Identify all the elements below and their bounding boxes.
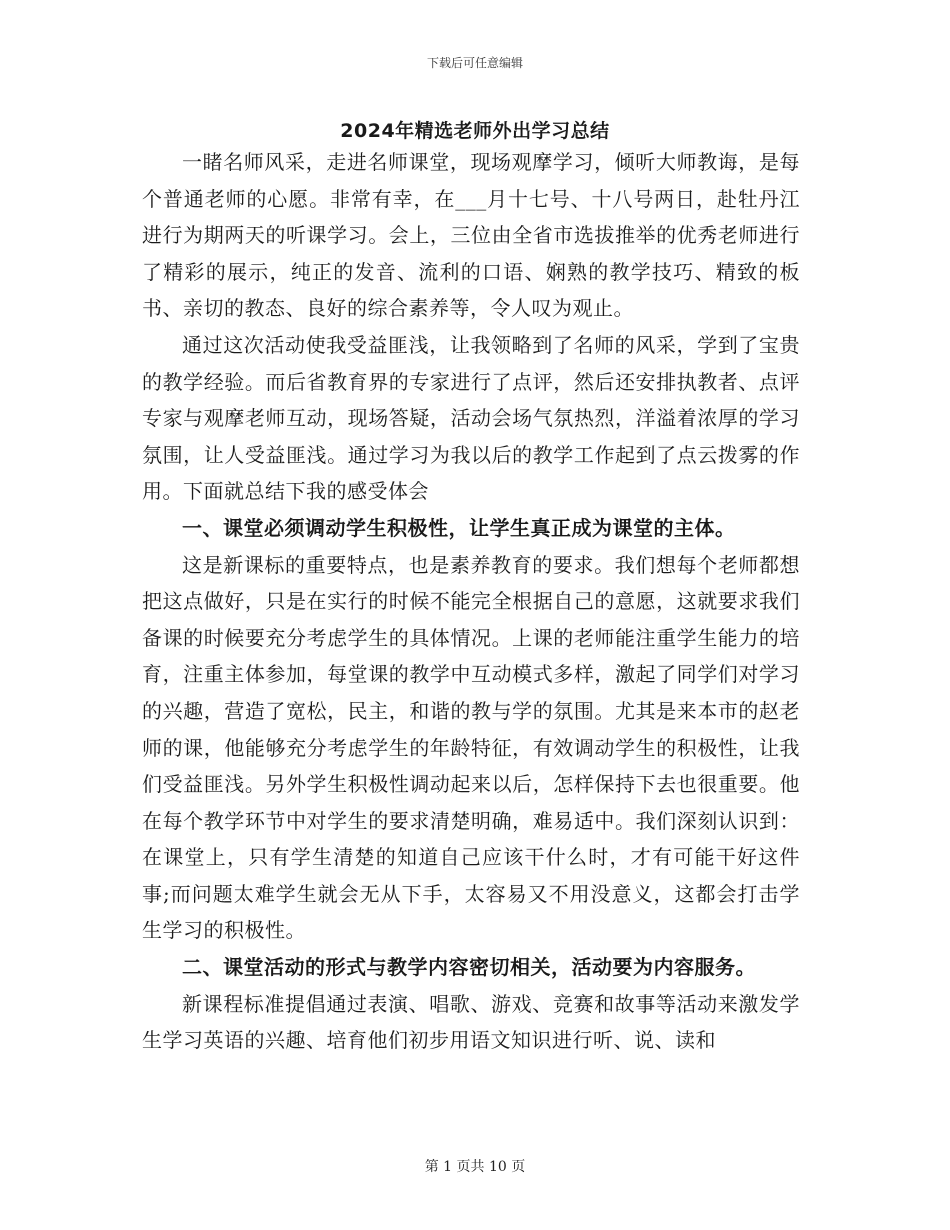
document-title: 2024年精选老师外出学习总结 [340, 120, 610, 142]
paragraph-section-1: 这是新课标的重要特点，也是素养教育的要求。我们想每个老师都想把这点做好，只是在实行的时候不能完全根据自己的意愿，这就要求我们备课的时候要充分考虑学生的具体情况。上课的老师能注重学生能力的培育，注重主体参加，每堂课的教学中互动模式多样，激起了同学们对学习的兴趣，营造了宽松，民主，和谐的教与学的氛围。尤其是来本市的赵老师的课，他能够充分考虑学生的年龄特征，有效调动学生的积极性，让我们受益匪浅。另外学生积极性调动起来以后，怎样保持下去也很重要。他在每个教学环节中对学生的要求清楚明确，难易适中。我们深刻认识到：在课堂上，只有学生清楚的知道自己应该干什么时，才有可能干好这件事;而问题太难学生就会无从下手，太容易又不用没意义，这都会打击学生学习的积极性。 [142, 552, 800, 943]
download-note: 下载后可任意编辑 [426, 56, 523, 70]
section-heading-2: 二、课堂活动的形式与教学内容密切相关，活动要为内容服务。 [182, 955, 756, 980]
document-body [142, 144, 800, 1059]
paragraph-section-2: 新课程标准提倡通过表演、唱歌、游戏、竞赛和故事等活动来激发学生学习英语的兴趣、培育他们初步用语文知识进行听、说、读和 [142, 991, 800, 1053]
page-number: 第 1 页共 10 页 [424, 1159, 526, 1175]
paragraph-benefits: 通过这次活动使我受益匪浅，让我领略到了名师的风采，学到了宝贵的教学经验。而后省教育界的专家进行了点评，然后还安排执教者、点评专家与观摩老师互动，现场答疑，活动会场气氛热烈，洋溢着浓厚的学习氛围，让人受益匪浅。通过学习为我以后的教学工作起到了点云拨雾的作用。下面就总结下我的感受体会 [142, 332, 800, 504]
section-heading-1: 一、课堂必须调动学生积极性，让学生真正成为课堂的主体。 [182, 515, 736, 540]
paragraph-intro: 一睹名师风采，走进名师课堂，现场观摩学习，倾听大师教诲，是每个普通老师的心愿。非常有幸，在___月十七号、十八号两日，赴牡丹江进行为期两天的听课学习。会上，三位由全省市选拔推举的优秀老师进行了精彩的展示，纯正的发音、流利的口语、娴熟的教学技巧、精致的板书、亲切的教态、良好的综合素养等，令人叹为观止。 [142, 150, 800, 321]
